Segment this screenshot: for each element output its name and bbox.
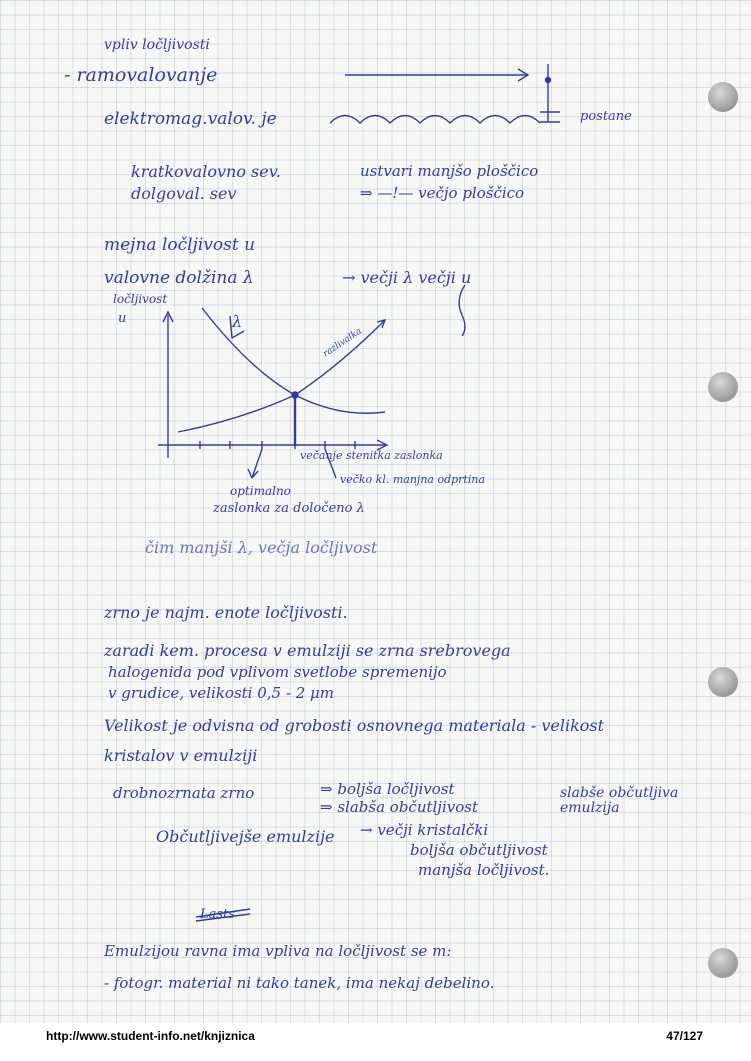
wave-dot: [546, 78, 551, 83]
note-line-28: Emulzijou ravna ima vpliva na ločljivost se m:: [104, 942, 452, 960]
note-line-24: → večji kristalčki: [360, 821, 489, 839]
note-line-7: ustvari manjšo ploščico: [360, 162, 539, 180]
note-line-4: postane: [580, 109, 632, 124]
graph-lambda-label: λ: [232, 312, 243, 331]
note-line-29: - fotogr. material ni tako tanek, ima nekaj debelino.: [104, 974, 495, 992]
note-line-21: ⇒ slabša občutljivost: [320, 798, 478, 816]
note-line-15: halogenida pod vplivom svetlobe spremenijo: [108, 663, 447, 681]
note-line-6: dolgoval. sev: [131, 184, 237, 203]
note-line-25: boljša občutljivost: [410, 841, 548, 859]
note-line-17: Velikost je odvisna od grobosti osnovnega materiala - velikost: [104, 716, 605, 735]
footer-page-number: 47/127: [666, 1029, 703, 1043]
note-line-11: → večji λ večji u: [342, 268, 472, 287]
note-line-23: Občutljivejše emulzije: [156, 827, 335, 846]
page-footer: [0, 1023, 751, 1061]
note-line-20: ⇒ boljša ločljivost: [320, 780, 455, 798]
note-line-16: v grudice, velikosti 0,5 - 2 μm: [108, 684, 334, 702]
graph-caption-4: zaslonka za določeno λ: [213, 501, 365, 516]
note-line-3: elektromag.valov. je: [104, 109, 277, 129]
note-line-10: valovne dolžina λ: [104, 268, 254, 288]
note-line-9: mejna ločljivost u: [104, 235, 256, 255]
graph-curve-label: razlivalka: [321, 326, 364, 360]
note-line-18: kristalov v emulziji: [104, 746, 258, 765]
bracket-mark: [459, 285, 465, 336]
note-line-19: drobnozrnata zrno: [113, 784, 255, 802]
graph-caption-3: optimalno: [230, 484, 291, 498]
em-wave: [330, 116, 540, 124]
note-line-12: čim manjši λ, večja ločljivost: [145, 538, 378, 557]
note-line-1: vpliv ločljivosti: [104, 37, 210, 53]
graph-y-symbol: u: [118, 311, 127, 326]
note-line-8: ⇒ —!— večjo ploščico: [360, 184, 525, 202]
graph-y-label: ločljivost: [113, 292, 168, 306]
note-line-13: zrno je najm. enote ločljivosti.: [104, 603, 348, 622]
note-line-14: zaradi kem. procesa v emulziji se zrna srebrovega: [104, 641, 511, 660]
caption-arrow-left: [248, 449, 262, 478]
note-line-26: manjša ločljivost.: [418, 861, 550, 879]
note-line-27: Lasts: [200, 907, 235, 922]
graph-caption-2: večko kl. manjna odprtina: [340, 473, 486, 486]
footer-url[interactable]: http://www.student-info.net/knjiznica: [46, 1029, 255, 1043]
graph-caption-1: večanje stenitka zaslonka: [300, 449, 443, 462]
note-line-2: - ramovalovanje: [64, 64, 218, 86]
note-line-5: kratkovalovno sev.: [131, 162, 281, 181]
note-line-22: slabše občutljiva emulzija: [560, 785, 679, 817]
